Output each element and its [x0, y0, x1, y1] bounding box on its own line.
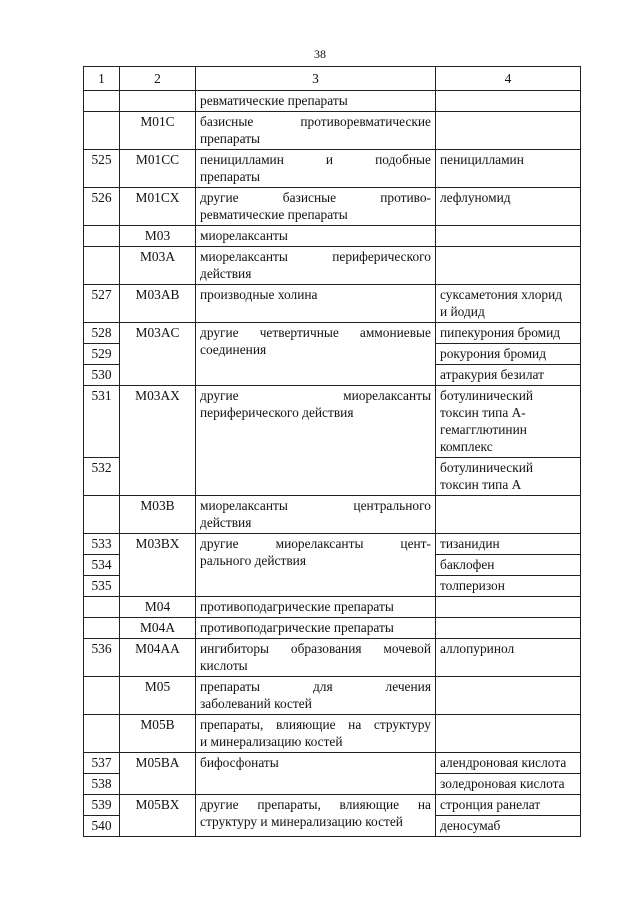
description-line: другие препараты, влияющие на — [200, 797, 431, 812]
table-row — [84, 323, 581, 344]
table-row — [84, 150, 581, 188]
description-line: другие миорелаксанты — [200, 388, 431, 403]
drug-name-cell: лефлуномид — [436, 188, 581, 226]
table-row — [84, 715, 581, 753]
description-line: другие миорелаксанты цент- — [200, 536, 431, 551]
row-number-cell: 536 — [84, 639, 120, 677]
description-cell — [196, 534, 436, 597]
atc-code-cell: M01C — [120, 112, 196, 150]
atc-code-cell: M04A — [120, 618, 196, 639]
row-number-cell — [84, 715, 120, 753]
drug-name-cell: рокурония бромид — [436, 344, 581, 365]
atc-code-cell: M03A — [120, 247, 196, 285]
drug-name-cell — [436, 496, 581, 534]
description-cell: ревматические препараты — [196, 91, 436, 112]
drug-name-cell: атракурия безилат — [436, 365, 581, 386]
drug-name-line: токсин типа А- — [440, 405, 526, 420]
header-cell: 1 — [84, 67, 120, 91]
row-number-cell: 537 — [84, 753, 120, 774]
description-cell — [196, 496, 436, 534]
description-line: ревматические препараты — [200, 207, 348, 222]
row-number-cell — [84, 247, 120, 285]
description-line: соединения — [200, 342, 267, 357]
atc-code-cell — [120, 91, 196, 112]
description-line: ингибиторы образования мочевой — [200, 641, 431, 656]
drug-name-cell: баклофен — [436, 555, 581, 576]
header-cell: 3 — [196, 67, 436, 91]
drug-name-cell — [436, 285, 581, 323]
drug-name-cell — [436, 618, 581, 639]
drug-name-cell: пипекурония бромид — [436, 323, 581, 344]
row-number-cell: 527 — [84, 285, 120, 323]
drug-name-line: гемагглютинин — [440, 422, 527, 437]
description-line: препараты — [200, 169, 261, 184]
row-number-cell: 529 — [84, 344, 120, 365]
drug-name-cell: стронция ранелат — [436, 795, 581, 816]
atc-code-cell: M04 — [120, 597, 196, 618]
drug-name-cell — [436, 597, 581, 618]
row-number-cell — [84, 91, 120, 112]
row-number-cell: 531 — [84, 386, 120, 458]
atc-code-cell: M03AB — [120, 285, 196, 323]
drug-name-line: и йодид — [440, 304, 485, 319]
atc-code-cell: M05B — [120, 715, 196, 753]
description-line: базисные противоревматические — [200, 114, 431, 129]
table-row — [84, 534, 581, 555]
atc-code-cell: M01CX — [120, 188, 196, 226]
table-row — [84, 285, 581, 323]
atc-code-cell: M05 — [120, 677, 196, 715]
description-line: заболеваний костей — [200, 696, 312, 711]
drug-name-cell: толперизон — [436, 576, 581, 597]
description-line: другие четвертичные аммониевые — [200, 325, 431, 340]
row-number-cell — [84, 496, 120, 534]
drug-name-cell: алендроновая кислота — [436, 753, 581, 774]
table-row — [84, 386, 581, 458]
page-number: 38 — [314, 47, 326, 61]
row-number-cell — [84, 112, 120, 150]
row-number-cell: 535 — [84, 576, 120, 597]
atc-code-cell: M03 — [120, 226, 196, 247]
atc-code-cell: M05BA — [120, 753, 196, 795]
table-row — [84, 226, 581, 247]
table-row — [84, 188, 581, 226]
description-line: миорелаксанты центрального — [200, 498, 431, 513]
header-cell: 2 — [120, 67, 196, 91]
row-number-cell — [84, 618, 120, 639]
description-line: миорелаксанты периферического — [200, 249, 431, 264]
description-cell: миорелаксанты — [196, 226, 436, 247]
description-line: пеницилламин и подобные — [200, 152, 431, 167]
row-number-cell — [84, 677, 120, 715]
row-number-cell — [84, 226, 120, 247]
row-number-cell: 534 — [84, 555, 120, 576]
row-number-cell: 525 — [84, 150, 120, 188]
table-row — [84, 597, 581, 618]
description-cell: противоподагрические препараты — [196, 597, 436, 618]
row-number-cell: 539 — [84, 795, 120, 816]
drug-name-line: ботулинический — [440, 460, 534, 475]
header-cell: 4 — [436, 67, 581, 91]
description-cell — [196, 386, 436, 496]
description-cell: производные холина — [196, 285, 436, 323]
drug-name-cell: деносумаб — [436, 816, 581, 837]
table-header-row — [84, 67, 581, 91]
drug-name-cell — [436, 458, 581, 496]
drug-name-cell: золедроновая кислота — [436, 774, 581, 795]
atc-code-cell: M03B — [120, 496, 196, 534]
drug-name-cell: аллопуринол — [436, 639, 581, 677]
row-number-cell — [84, 597, 120, 618]
row-number-cell: 528 — [84, 323, 120, 344]
atc-code-cell: M03AC — [120, 323, 196, 386]
description-cell — [196, 247, 436, 285]
table-row — [84, 496, 581, 534]
atc-code-cell: M03BX — [120, 534, 196, 597]
description-line: другие базисные противо- — [200, 190, 431, 205]
drug-name-cell: тизанидин — [436, 534, 581, 555]
atc-code-cell: M04AA — [120, 639, 196, 677]
description-cell — [196, 795, 436, 837]
description-cell — [196, 188, 436, 226]
drug-name-cell — [436, 715, 581, 753]
row-number-cell: 538 — [84, 774, 120, 795]
table-row — [84, 795, 581, 816]
description-cell — [196, 639, 436, 677]
row-number-cell: 526 — [84, 188, 120, 226]
drug-name-cell — [436, 677, 581, 715]
drug-name-cell: пеницилламин — [436, 150, 581, 188]
table-row — [84, 112, 581, 150]
description-cell — [196, 323, 436, 386]
atc-code-cell: M05BX — [120, 795, 196, 837]
description-cell — [196, 715, 436, 753]
drug-name-line: суксаметония хлорид — [440, 287, 563, 302]
description-line: действия — [200, 266, 252, 281]
description-line: действия — [200, 515, 252, 530]
drug-name-cell — [436, 112, 581, 150]
description-line: препараты, влияющие на структуру — [200, 717, 431, 732]
description-line: рального действия — [200, 553, 306, 568]
description-cell — [196, 112, 436, 150]
drug-name-line: токсин типа А — [440, 477, 522, 492]
description-line: структуру и минерализацию костей — [200, 814, 403, 829]
drug-name-cell — [436, 247, 581, 285]
description-line: препараты — [200, 131, 261, 146]
table-row — [84, 639, 581, 677]
drug-name-cell — [436, 226, 581, 247]
description-line: и минерализацию костей — [200, 734, 343, 749]
drug-name-cell — [436, 386, 581, 458]
description-line: кислоты — [200, 658, 248, 673]
atc-code-cell: M03AX — [120, 386, 196, 496]
description-line: препараты для лечения — [200, 679, 431, 694]
atc-code-cell: M01CC — [120, 150, 196, 188]
drug-classification-table — [83, 66, 581, 837]
description-cell — [196, 677, 436, 715]
table-row — [84, 618, 581, 639]
table-row — [84, 753, 581, 774]
row-number-cell: 532 — [84, 458, 120, 496]
description-cell: бифосфонаты — [196, 753, 436, 795]
drug-name-cell — [436, 91, 581, 112]
row-number-cell: 540 — [84, 816, 120, 837]
table-row — [84, 677, 581, 715]
drug-name-line: комплекс — [440, 439, 493, 454]
description-cell: противоподагрические препараты — [196, 618, 436, 639]
description-cell — [196, 150, 436, 188]
description-line: периферического действия — [200, 405, 354, 420]
table-row — [84, 91, 581, 112]
row-number-cell: 530 — [84, 365, 120, 386]
table-row — [84, 247, 581, 285]
row-number-cell: 533 — [84, 534, 120, 555]
drug-name-line: ботулинический — [440, 388, 534, 403]
